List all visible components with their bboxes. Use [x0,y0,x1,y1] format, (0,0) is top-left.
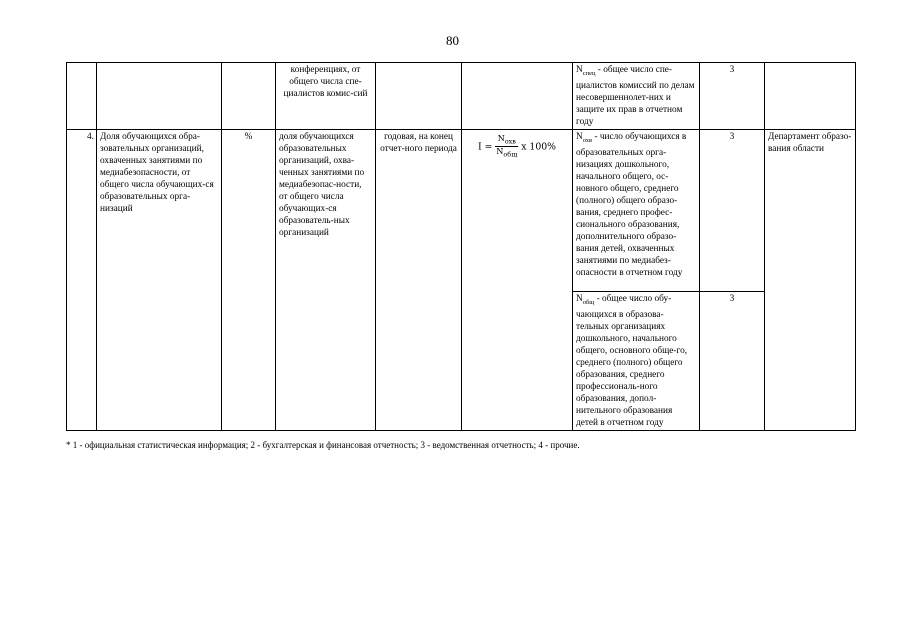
cell-indicator-name: Доля обучающихся обра-зовательных организаций, охваченных занятиями по медиабезопасности, от общего числа обучающих-ся образовательных орга-низаций [97,129,222,430]
variable-subscript: общ [582,298,595,306]
formula-tail: x 100% [518,141,556,153]
variable-description: - общее число обу-чающихся в образова-тельных организациях дошкольного, начального общего, основного обще-го, среднего (полного) общего образования, среднего профессиональ-ного образования, допол-нительного образования детей в отчетном году [576,293,688,428]
variable-symbol: N [576,131,583,142]
cell-number-empty [67,63,97,130]
variable-subscript: охв [582,136,593,144]
cell-definition: доля обучающихся образовательных организаций, охва-ченных занятиями по медиабезопас-ности, от общего числа обучающих-ся образователь-ных организаций [276,129,376,430]
formula-lhs: I = [478,141,496,153]
formula-denominator: N [496,147,504,157]
cell-formula-empty [462,63,573,130]
cell-formula [462,129,573,430]
formula-numerator-sub: охв [504,137,516,146]
cell-source-code: 3 [700,129,765,291]
cell-unit-empty [222,63,276,130]
variable-symbol: N [576,293,583,304]
variable-description: - общее число спе-циалистов комиссий по делам несовершеннолет-них и защите их прав в отчетном году [576,65,695,127]
footnote: * 1 - официальная статистическая информация; 2 - бухгалтерская и финансовая отчетность; 3 - ведомственная отчетность; 4 - прочие. [66,440,580,450]
cell-variable-okhv [573,129,700,291]
cell-definition-continued: конференциях, от общего числа спе-циалистов комис-сий [276,63,376,130]
formula-numerator: N [497,133,505,143]
page-number: 80 [446,33,459,48]
cell-source-code: 3 [700,63,765,130]
cell-source-code: 3 [700,291,765,430]
variable-symbol: N [576,65,583,75]
formula-fraction [495,134,518,160]
cell-name-empty [97,63,222,130]
cell-responsible: Департамент образо-вания области [765,129,856,430]
formula-denominator-sub: общ [503,151,518,160]
cell-responsible-empty [765,63,856,130]
cell-indicator-number: 4. [67,129,97,430]
table-row-continuation [67,63,856,130]
cell-periodicity: годовая, на конец отчет-ного периода [376,129,462,430]
variable-description: - число обучающихся в образовательных орга-низациях дошкольного, начального общего, ос-новного общего, среднего (полного) общего образо-вания, среднего профес-сионального образования, дополнительного образо-вания детей, охваченных занятиями по медиабез-опасности в отчетном году [576,131,687,278]
cell-periodicity-empty [376,63,462,130]
cell-variable-spec [573,63,700,130]
table-row-indicator-4 [67,129,856,291]
cell-unit: % [222,129,276,430]
variable-subscript: спец [582,69,596,77]
cell-variable-obsh [573,291,700,430]
indicators-table [66,62,856,431]
